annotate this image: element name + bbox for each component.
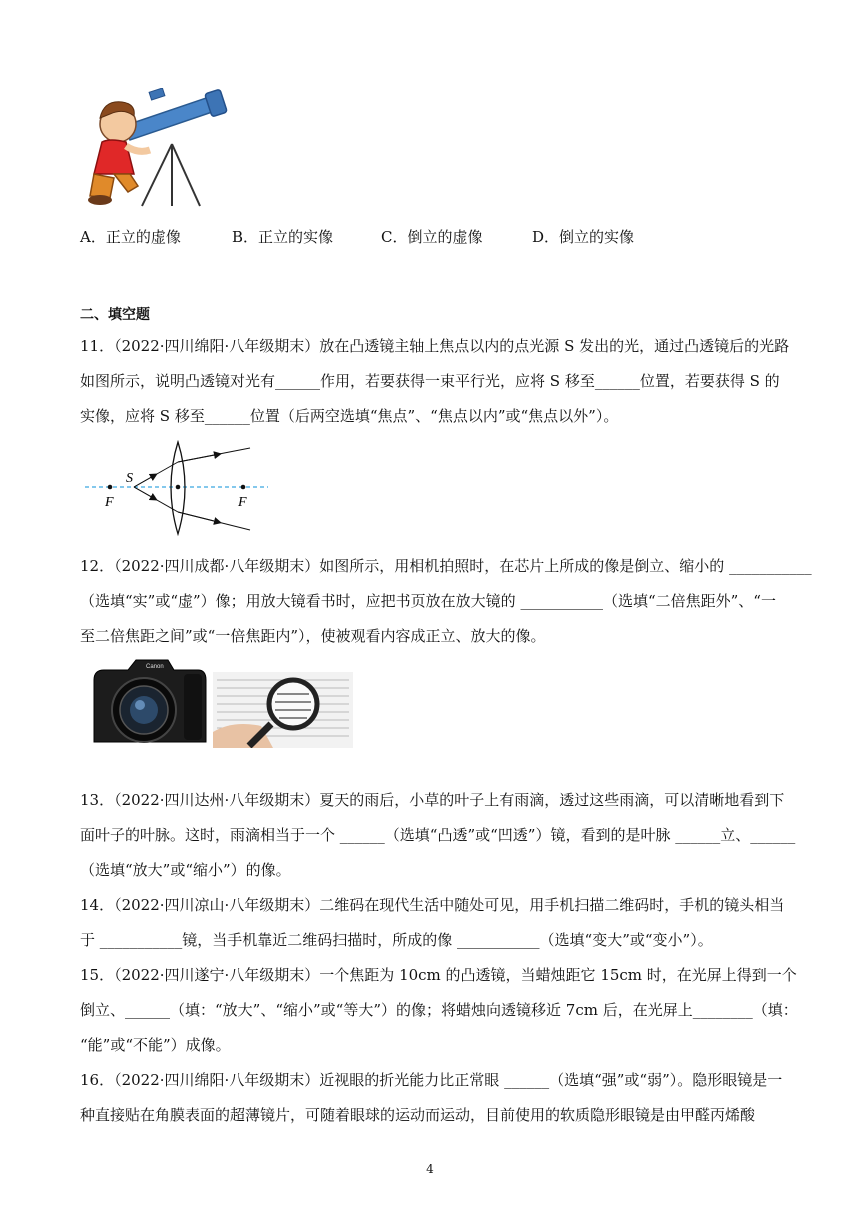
q13-line-2: 面叶子的叶脉。这时，雨滴相当于一个 ______（选填“凸透”或“凹透”）镜，看到的是叶脉 ______立、______ — [80, 826, 796, 844]
magnifier-image — [213, 672, 353, 748]
q11-line-3: 实像，应将 S 移至______位置（后两空选填“焦点”、“焦点以内”或“焦点以外”）。 — [80, 407, 619, 425]
q16-line-2: 种直接贴在角膜表面的超薄镜片，可随着眼球的运动而运动，目前使用的软质隐形眼镜是由甲醛丙烯酸 — [80, 1106, 756, 1124]
point-s-label: S — [126, 471, 133, 486]
focus-left-label: F — [105, 495, 114, 510]
q13-line-1: 13．（2022·四川达州·八年级期末）夏天的雨后，小草的叶子上有雨滴，透过这些雨滴，可以清晰地看到下 — [80, 791, 785, 809]
q15-line-1: 15．（2022·四川遂宁·八年级期末）一个焦距为 10cm 的凸透镜，当蜡烛距它 15cm 时，在光屏上得到一个 — [80, 966, 797, 984]
option-b: B．正立的实像 — [232, 228, 334, 246]
q14-line-2: 于 ___________镜，当手机靠近二维码扫描时，所成的像 ___________（选填“变大”或“变小”）。 — [80, 931, 713, 949]
option-d: D．倒立的实像 — [532, 228, 635, 246]
camera-brand-label: Canon — [146, 664, 164, 670]
focus-right-label: F — [238, 495, 247, 510]
camera-image — [88, 658, 210, 748]
option-c: C．倒立的虚像 — [381, 228, 483, 246]
q11-line-2: 如图所示，说明凸透镜对光有______作用，若要获得一束平行光，应将 S 移至______位置，若要获得 S 的 — [80, 372, 780, 390]
q12-line-1: 12．（2022·四川成都·八年级期末）如图所示，用相机拍照时，在芯片上所成的像是倒立、缩小的 ___________ — [80, 557, 812, 575]
page-number: 4 — [426, 1162, 434, 1176]
convex-lens-diagram — [80, 440, 280, 540]
telescope-boy-illustration — [80, 88, 235, 210]
q11-line-1: 11．（2022·四川绵阳·八年级期末）放在凸透镜主轴上焦点以内的点光源 S 发出的光，通过凸透镜后的光路 — [80, 337, 790, 355]
q12-line-3: 至二倍焦距之间”或“一倍焦距内”），使被观看内容成正立、放大的像。 — [80, 627, 546, 645]
q14-line-1: 14．（2022·四川凉山·八年级期末）二维码在现代生活中随处可见，用手机扫描二维码时，手机的镜头相当 — [80, 896, 785, 914]
section-title: 二、填空题 — [80, 307, 150, 323]
q16-line-1: 16．（2022·四川绵阳·八年级期末）近视眼的折光能力比正常眼 ______（选填“强”或“弱”）。隐形眼镜是一 — [80, 1071, 783, 1089]
option-a: A．正立的虚像 — [80, 228, 181, 246]
q12-line-2: （选填“实”或“虚”）像；用放大镜看书时，应把书页放在放大镜的 ___________（选填“二倍焦距外”、“一 — [80, 592, 776, 610]
q15-line-3: “能”或“不能”）成像。 — [80, 1036, 231, 1054]
q13-line-3: （选填“放大”或“缩小”）的像。 — [80, 861, 291, 879]
q15-line-2: 倒立、______（填：“放大”、“缩小”或“等大”）的像；将蜡烛向透镜移近 7cm 后，在光屏上________（填： — [80, 1001, 798, 1019]
